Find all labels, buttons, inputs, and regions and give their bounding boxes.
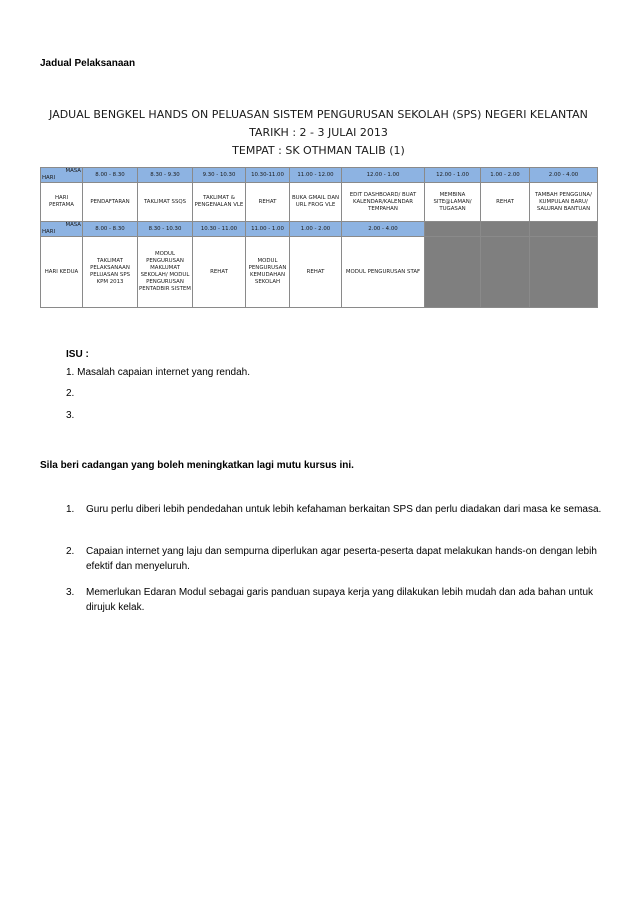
activity-cell: REHAT (193, 237, 246, 308)
schedule-image (40, 99, 597, 311)
activity-cell: MODUL PENGURUSAN STAF (342, 237, 425, 308)
item-text: Capaian internet yang laju dan sempurna diperlukan agar peserta-peserta dapat melakukan hands-on dengan lebih efektif dan menyeluruh. (86, 546, 597, 572)
item-number: 3. (66, 587, 75, 598)
activity-cell: TAKLIMAT PELAKSANAAN PELUASAN SPS KPM 2013 (83, 237, 138, 308)
activity-cell: MODUL PENGURUSAN MAKLUMAT SEKOLAH/ MODUL PENGURUSAN PENTADBIR SISTEM (138, 237, 193, 308)
isu-item: 3. (66, 410, 75, 421)
list-item (66, 544, 606, 574)
empty-cell (425, 237, 481, 308)
time-cell: 8.00 - 8.30 (83, 168, 138, 183)
page-heading: Jadual Pelaksanaan (40, 58, 136, 69)
time-cell: 9.30 - 10.30 (193, 168, 246, 183)
activity-cell: EDIT DASHBOARD/ BUAT KALENDAR/KALENDAR TEMPAHAN (342, 183, 425, 222)
schedule-table (40, 167, 598, 308)
time-cell: 11.00 - 12.00 (290, 168, 342, 183)
empty-cell (481, 237, 530, 308)
time-cell: 8.30 - 9.30 (138, 168, 193, 183)
activity-cell: REHAT (290, 237, 342, 308)
table-row (41, 222, 598, 237)
isu-title: ISU : (66, 349, 89, 360)
table-row (41, 237, 598, 308)
empty-cell (481, 222, 530, 237)
list-item (66, 502, 606, 517)
activity-cell: REHAT (481, 183, 530, 222)
time-cell: 1.00 - 2.00 (481, 168, 530, 183)
time-cell: 10.30 - 11.00 (193, 222, 246, 237)
list-item (66, 585, 606, 615)
schedule-venue: TEMPAT : SK OTHMAN TALIB (1) (232, 144, 405, 157)
cadangan-prompt: Sila beri cadangan yang boleh meningkatkan lagi mutu kursus ini. (40, 460, 354, 471)
masa-hari-cell: MASA HARI (42, 168, 81, 181)
table-row (41, 183, 598, 222)
masa-hari-cell: MASA HARI (42, 222, 81, 235)
empty-cell (530, 237, 598, 308)
item-number: 2. (66, 546, 75, 557)
activity-cell: TAKLIMAT & PENGENALAN VLE (193, 183, 246, 222)
activity-cell: MEMBINA SITE@LAMAN/ TUGASAN (425, 183, 481, 222)
activity-cell: TAMBAH PENGGUNA/ KUMPULAN BARU/ SALURAN BANTUAN (530, 183, 598, 222)
isu-item: 2. (66, 388, 75, 399)
activity-cell: PENDAFTARAN (83, 183, 138, 222)
activity-cell: TAKLIMAT SSQS (138, 183, 193, 222)
time-cell: 2.00 - 4.00 (342, 222, 425, 237)
activity-cell: BUKA GMAIL DAN URL FROG VLE (290, 183, 342, 222)
time-cell: 1.00 - 2.00 (290, 222, 342, 237)
activity-cell: MODUL PENGURUSAN KEMUDAHAN SEKOLAH (246, 237, 290, 308)
time-cell: 10.30-11.00 (246, 168, 290, 183)
time-cell: 12.00 - 1.00 (425, 168, 481, 183)
item-text: Memerlukan Edaran Modul sebagai garis panduan supaya kerja yang dilakukan lebih mudah dan ada bahan untuk dirujuk kelak. (86, 587, 594, 613)
schedule-date: TARIKH : 2 - 3 JULAI 2013 (249, 126, 388, 139)
time-cell: 2.00 - 4.00 (530, 168, 598, 183)
empty-cell (530, 222, 598, 237)
empty-cell (425, 222, 481, 237)
time-cell: 11.00 - 1.00 (246, 222, 290, 237)
schedule-title: JADUAL BENGKEL HANDS ON PELUASAN SISTEM PENGURUSAN SEKOLAH (SPS) NEGERI KELANTAN (49, 108, 588, 121)
item-text: Guru perlu diberi lebih pendedahan untuk lebih kefahaman berkaitan SPS dan perlu diadakan dari masa ke semasa. (86, 504, 602, 515)
day-label: HARI KEDUA (41, 237, 83, 308)
table-row (41, 168, 598, 183)
time-cell: 12.00 - 1.00 (342, 168, 425, 183)
activity-cell: REHAT (246, 183, 290, 222)
time-cell: 8.30 - 10.30 (138, 222, 193, 237)
isu-item: 1. Masalah capaian internet yang rendah. (66, 367, 251, 378)
item-number: 1. (66, 504, 75, 515)
time-cell: 8.00 - 8.30 (83, 222, 138, 237)
day-label: HARI PERTAMA (41, 183, 83, 222)
